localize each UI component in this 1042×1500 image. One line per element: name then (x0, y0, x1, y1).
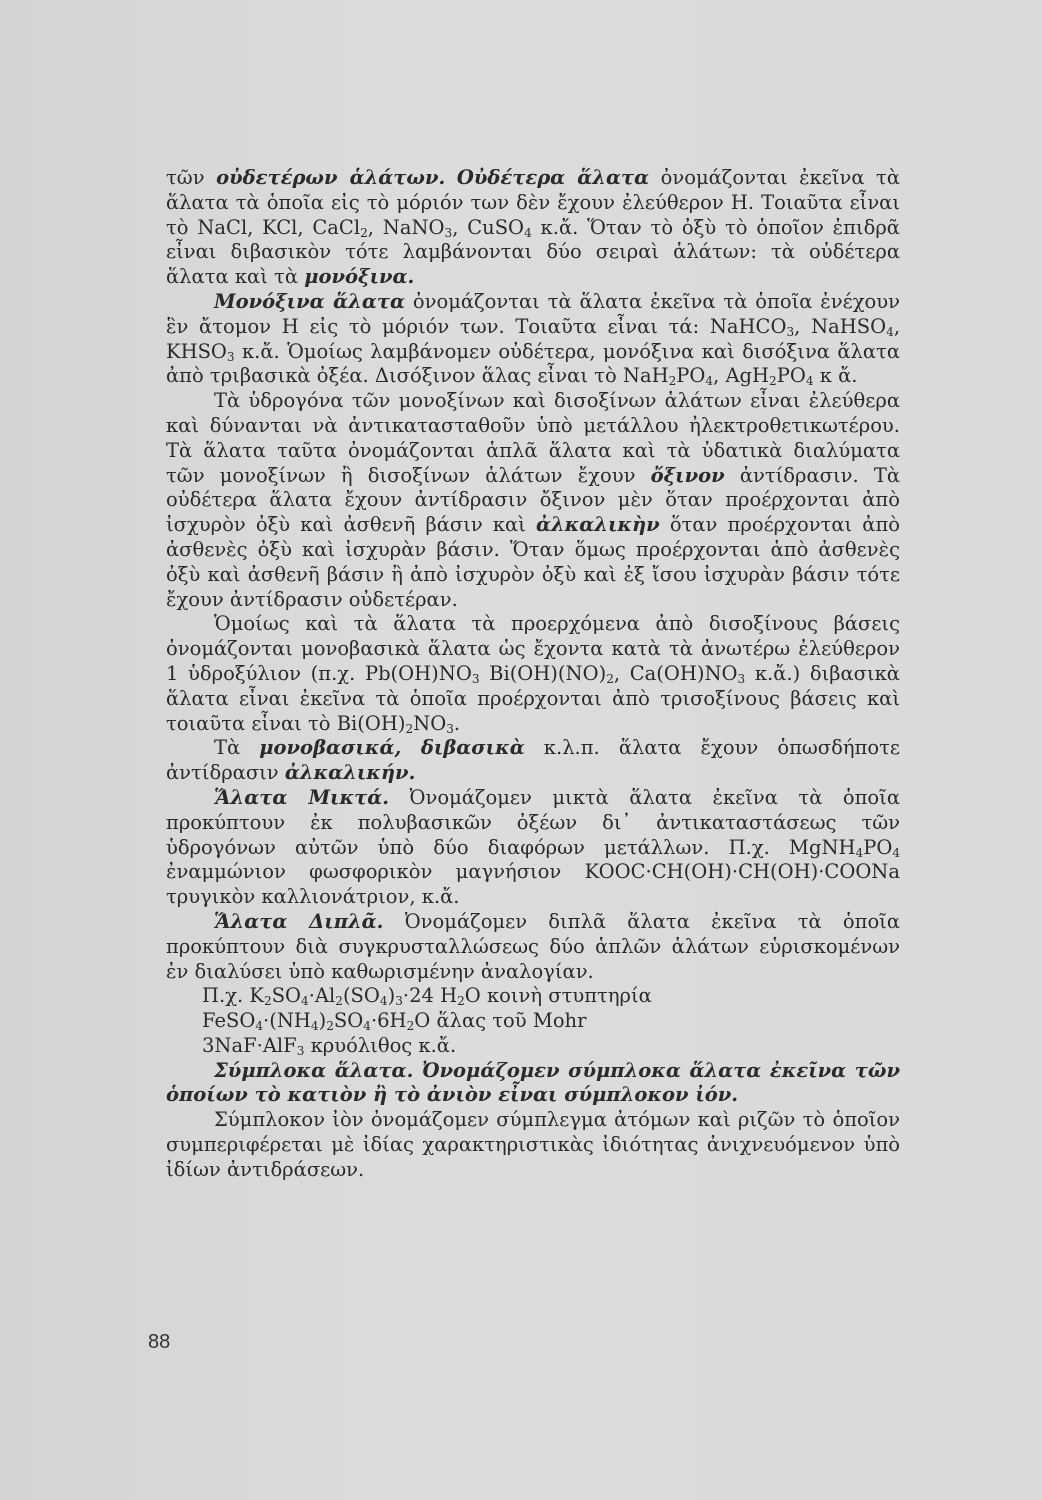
body-text (166, 166, 900, 1183)
formula-line: $FeSO_4\cdot(NH_4)_2SO_4\cdot 6H_2O$ ἅλας τοῦ Mohr (202, 1009, 587, 1034)
paragraph: Μονόξινα ἅλατα ὀνομάζονται τὰ ἅλατα ἐκεῖνα τὰ ὁποῖα ἐνέχουν ἓν ἄτομον Η εἰς τὸ μόριόν των. Τοιαῦτα εἶναι τά: NaHCO$_3$, NaHSO$_4$, $KHSO_3$ κ.ἄ. Ὁμοίως λαμβάνομεν οὐδέτερα, μονόξινα καὶ δισόξινα ἅλατα ἀπὸ τριβασικὰ ὀξέα. Δισόξινον ἅλας εἶναι τὸ $NaH_2PO_4$, $AgH_2PO_4$ κ ἄ. (166, 289, 901, 389)
paragraph: Ἅλατα Μικτά. Ὀνομάζομεν μικτὰ ἅλατα ἐκεῖνα τὰ ὁποῖα προκύπτουν ἐκ πολυβασικῶν ὀξέων δι᾽ ἀντικαταστάσεως τῶν ὑδρογόνων αὐτῶν ὑπὸ δύο διαφόρων μετάλλων. Π.χ. $MgNH_4PO_4$ ἐναμμώνιον φωσφορικὸν μαγνήσιον KOOC·CH(OH)·CH(OH)·COONa τρυγικὸν καλλιονάτριον, κ.ἄ. (166, 785, 900, 909)
paragraph: Ἅλατα Διπλᾶ. Ὀνομάζομεν διπλᾶ ἅλατα ἐκεῖνα τὰ ὁποῖα προκύπτουν διὰ συγκρυσταλλώσεως δύο ἁπλῶν ἁλάτων εὑρισκομένων ἐν διαλύσει ὑπὸ καθωρισμένην ἀναλογίαν. (166, 909, 900, 983)
paragraph: τῶν οὐδετέρων ἁλάτων. Οὐδέτερα ἅλατα ὀνομάζονται ἐκεῖνα τὰ ἅλατα τὰ ὁποῖα εἰς τὸ μόριόν των δὲν ἔχουν ἐλεύθερον Η. Τοιαῦτα εἶναι τὸ NaCl, KCl, CaCl$_2$, NaNO$_3$, CuSO$_4$ κ.ἄ. Ὅταν τὸ ὀξὺ τὸ ὁποῖον ἐπιδρᾶ εἶναι διβασικὸν τότε λαμβάνονται δύο σειραὶ ἁλάτων: τὰ οὐδέτερα ἅλατα καὶ τὰ μονόξινα. (166, 166, 900, 289)
formula-line: 3NaF·AlF$_3$ κρυόλιθος κ.ἄ. (202, 1033, 457, 1058)
paragraph: Σύμπλοκον ἰὸν ὀνομάζομεν σύμπλεγμα ἀτόμων καὶ ριζῶν τὸ ὁποῖον συμπεριφέρεται μὲ ἰδίας χαρακτηριστικὰς ἰδιότητας ἀνιχνευόμενον ὑπὸ ἰδίων ἀντιδράσεων. (166, 1108, 900, 1181)
paragraph: Σύμπλοκα ἅλατα. Ὀνομάζομεν σύμπλοκα ἅλατα ἐκεῖνα τῶν ὁποίων τὸ κατιὸν ἢ τὸ ἀνιὸν εἶναι σύμπλοκον ἰόν. (166, 1058, 900, 1107)
page-number: 88 (148, 1331, 171, 1353)
paragraph: Ὁμοίως καὶ τὰ ἅλατα τὰ προερχόμενα ἀπὸ δισοξίνους βάσεις ὀνομάζονται μονοβασικὰ ἅλατα ὡς ἔχοντα κατὰ τὰ ἀνωτέρω ἐλεύθερον 1 ὑδροξύλιον (π.χ. $Pb(OH)NO_3$ $Bi(OH)(NO)_2$, $Ca(OH)NO_3$ κ.ἄ.) διβασικὰ ἅλατα εἶναι ἐκεῖνα τὰ ὁποῖα προέρχονται ἀπὸ τρισοξίνους βάσεις καὶ τοιαῦτα εἶναι τὸ $Bi(OH)_2NO_3$. (166, 612, 900, 736)
formula-line: Π.χ. $K_2SO_4\cdot Al_2(SO_4)_3\cdot 24$ $H_2O$ κοινὴ στυπτηρία (202, 984, 652, 1009)
paragraph: Τὰ ὑδρογόνα τῶν μονοξίνων καὶ δισοξίνων ἁλάτων εἶναι ἐλεύθερα καὶ δύνανται νὰ ἀντικατασταθοῦν ὑπὸ μετάλλου ἠλεκτροθετικωτέρου. Τὰ ἅλατα ταῦτα ὀνομάζονται ἁπλᾶ ἅλατα καὶ τὰ ὑδατικὰ διαλύματα τῶν μονοξίνων ἢ δισοξίνων ἁλάτων ἔχουν ὄξινον ἀντίδρασιν. Τὰ οὐδέτερα ἅλατα ἔχουν ἀντίδρασιν ὄξινον μὲν ὅταν προέρχονται ἀπὸ ἰσχυρὸν ὀξὺ καὶ ἀσθενῆ βάσιν καὶ ἀλκαλικὴν ὅταν προέρχονται ἀπὸ ἀσθενὲς ὀξὺ καὶ ἰσχυρὰν βάσιν. Ὅταν ὅμως προέρχονται ἀπὸ ἀσθενὲς ὀξὺ καὶ ἀσθενῆ βάσιν ἢ ἀπὸ ἰσχυρὸν ὀξὺ καὶ ἐξ ἴσου ἰσχυρὰν βάσιν τότε ἔχουν ἀντίδρασιν οὐδετέραν. (166, 389, 901, 611)
paragraph: Τὰ μονοβασικά, διβασικὰ κ.λ.π. ἅλατα ἔχουν ὁπωσδήποτε ἀντίδρασιν ἀλκαλικήν. (166, 736, 900, 785)
